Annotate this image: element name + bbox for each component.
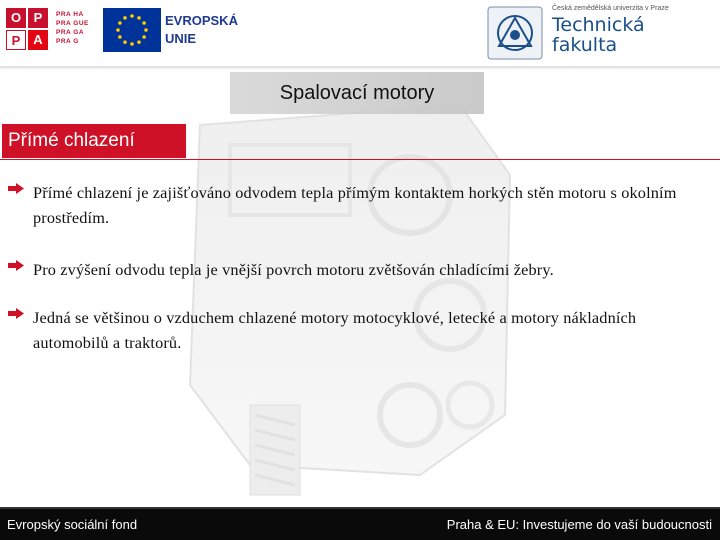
praha-line: PRA GA <box>56 29 85 36</box>
bullet-text: Přímé chlazení je zajišťováno odvodem tepla přímým kontaktem horkých stěn motoru s okolním prostředím. <box>33 183 677 227</box>
arrow-bullet-icon <box>8 308 24 319</box>
eu-star-icon <box>116 28 120 32</box>
eu-label-line: EVROPSKÁ <box>165 13 238 28</box>
eu-star-icon <box>144 28 148 32</box>
faculty-line: Technická <box>552 14 645 36</box>
header-bar <box>0 0 720 68</box>
slide-title-box <box>230 72 484 114</box>
praha-line: PRA GUE <box>56 20 89 27</box>
faculty-line: fakulta <box>552 34 618 56</box>
eu-star-icon <box>142 21 146 25</box>
eu-star-icon <box>137 16 141 20</box>
faculty-name <box>552 15 645 55</box>
oppa-letter-a: A <box>28 30 48 50</box>
eu-star-icon <box>137 40 141 44</box>
technicka-fakulta-emblem-icon <box>487 6 543 60</box>
oppa-letter-p1: P <box>28 8 48 28</box>
eu-star-icon <box>142 35 146 39</box>
praha-line: PRA HA <box>56 11 84 18</box>
eu-star-icon <box>130 42 134 46</box>
header-divider <box>0 66 720 69</box>
eu-label-line: UNIE <box>165 31 197 46</box>
bullet-text: Jedná se většinou o vzduchem chlazené motory motocyklové, letecké a motory nákladních automobilů a traktorů. <box>33 308 637 352</box>
eu-star-icon <box>118 21 122 25</box>
section-heading <box>2 124 186 158</box>
eu-flag-icon <box>103 8 161 52</box>
arrow-bullet-icon <box>8 183 24 194</box>
praha-line: PRA G <box>56 38 79 45</box>
oppa-letter-p2: P <box>6 30 26 50</box>
praha-logo <box>56 10 89 46</box>
bullet-text: Pro zvýšení odvodu tepla je vnější povrch motoru zvětšován chladícími žebry. <box>33 260 554 279</box>
eu-star-icon <box>130 14 134 18</box>
footer-right-text: Praha & EU: Investujeme do vaší budoucnosti <box>446 517 712 532</box>
eu-label <box>165 12 238 48</box>
slide-title: Spalovací motory <box>279 81 435 104</box>
eu-star-icon <box>118 35 122 39</box>
footer-bar <box>0 507 720 540</box>
arrow-bullet-icon <box>8 260 24 271</box>
section-divider <box>0 159 720 160</box>
oppa-letter-o: O <box>6 8 26 28</box>
university-name: Česká zemědělská univerzita v Praze <box>552 5 669 12</box>
eu-star-icon <box>123 40 127 44</box>
footer-left-text: Evropský sociální fond <box>7 517 138 532</box>
eu-star-icon <box>123 16 127 20</box>
oppa-logo <box>6 8 52 52</box>
engine-background-image <box>160 85 530 510</box>
section-heading-text: Přímé chlazení <box>8 130 135 151</box>
